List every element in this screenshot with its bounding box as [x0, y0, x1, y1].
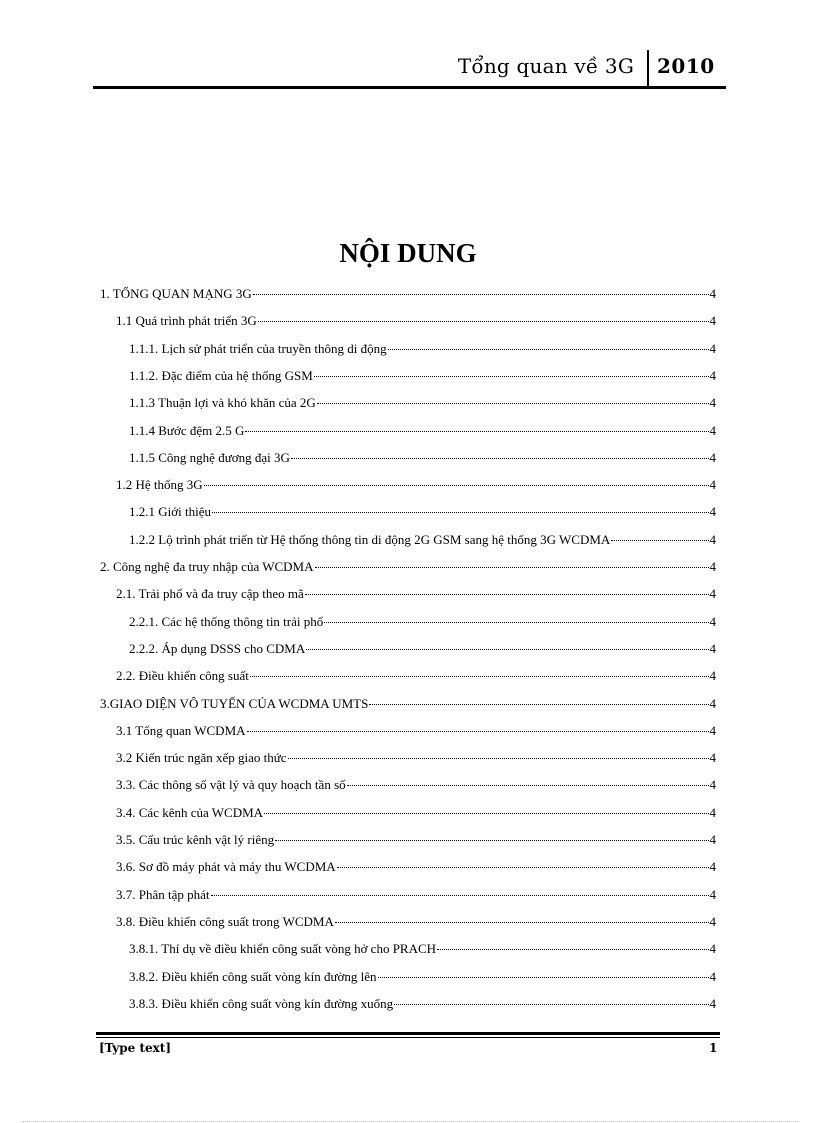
toc-dot-leader [253, 293, 709, 295]
toc-entry[interactable] [116, 914, 716, 934]
toc-entry[interactable] [116, 723, 716, 743]
toc-entry-page: 4 [709, 613, 716, 629]
toc-dot-leader [437, 948, 708, 950]
toc-entry[interactable] [129, 969, 716, 989]
toc-dot-leader [369, 703, 708, 705]
toc-entry-label: 1.2.2 Lộ trình phát triển từ Hệ thống thông tin di động 2G GSM sang hệ thống 3G WCDMA [129, 531, 611, 547]
toc-entry-label: 1.1.1. Lịch sử phát triển của truyền thông di động [129, 340, 387, 356]
toc-entry-page: 4 [709, 722, 716, 738]
toc-dot-leader [250, 675, 709, 677]
toc-dot-leader [288, 757, 709, 759]
toc-entry-label: 1.1.3 Thuận lợi và khó khăn của 2G [129, 395, 316, 411]
toc-entry-label: 1. TỔNG QUAN MẠNG 3G [100, 286, 252, 301]
toc-entry-label: 2. Công nghệ đa truy nhập của WCDMA [100, 559, 314, 574]
toc-entry-label: 2.2.1. Các hệ thống thông tin trải phổ [129, 613, 324, 629]
toc-dot-leader [291, 457, 709, 459]
toc-entry[interactable] [116, 805, 716, 825]
toc-entry-page: 4 [709, 395, 716, 411]
toc-entry-label: 3.7. Phân tập phát [116, 886, 210, 902]
toc-entry-label: 2.1. Trải phổ và đa truy cập theo mã [116, 586, 304, 602]
toc-entry-page: 4 [709, 750, 716, 766]
toc-entry[interactable] [116, 832, 716, 852]
toc-dot-leader [264, 812, 708, 814]
toc-entry-label: 1.2 Hệ thống 3G [116, 477, 203, 493]
toc-dot-leader [305, 593, 709, 595]
toc-dot-leader [245, 430, 708, 432]
toc-dot-leader [211, 894, 709, 896]
toc-entry[interactable] [129, 341, 716, 361]
toc-entry-label: 3.6. Sơ đồ máy phát và máy thu WCDMA [116, 859, 336, 875]
toc-entry-label: 1.1.2. Đặc điểm của hệ thống GSM [129, 367, 313, 383]
page-edge [22, 1121, 798, 1122]
toc-entry-label: 3.8.3. Điều khiển công suất vòng kín đường xuống [129, 995, 394, 1011]
toc-entry[interactable] [129, 614, 716, 634]
footer-rule-thin [96, 1037, 720, 1038]
toc-dot-leader [317, 402, 709, 404]
toc-entry[interactable] [129, 532, 716, 552]
toc-entry-page: 4 [709, 832, 716, 847]
toc-dot-leader [394, 1003, 708, 1005]
toc-entry[interactable] [129, 941, 716, 961]
page-header [93, 50, 724, 86]
toc-entry-label: 3.4. Các kênh của WCDMA [116, 804, 264, 820]
toc-entry-page: 4 [709, 422, 716, 438]
toc-entry[interactable] [100, 696, 716, 716]
toc-entry[interactable] [116, 313, 716, 333]
toc-entry[interactable] [116, 859, 716, 879]
header-rule [93, 86, 726, 89]
toc-entry-label: 2.2. Điều khiển công suất [116, 668, 249, 684]
toc-entry[interactable] [116, 750, 716, 770]
toc-entry[interactable] [116, 477, 716, 497]
toc-dot-leader [258, 320, 709, 322]
toc-dot-leader [306, 648, 708, 650]
toc-dot-leader [611, 539, 708, 541]
toc-entry-page: 4 [709, 777, 716, 793]
toc-entry[interactable] [100, 286, 716, 306]
toc-entry-label: 3.2 Kiến trúc ngăn xếp giao thức [116, 750, 287, 766]
toc-dot-leader [314, 375, 709, 377]
toc-dot-leader [335, 921, 709, 923]
toc-entry-page: 4 [709, 668, 716, 684]
toc-entry-label: 1.1.5 Công nghệ đương đại 3G [129, 449, 290, 465]
toc-entry-page: 4 [709, 913, 716, 929]
page-number: 1 [709, 1041, 718, 1055]
toc-entry-label: 3.8.2. Điều khiển công suất vòng kín đường lên [129, 968, 377, 984]
toc-entry[interactable] [116, 777, 716, 797]
toc-entry-label: 3.3. Các thông số vật lý và quy hoạch tần số [116, 777, 346, 793]
header-title: Tổng quan về 3G [457, 54, 634, 78]
toc-entry-label: 1.1 Quá trình phát triển 3G [116, 313, 257, 329]
toc-entry[interactable] [116, 887, 716, 907]
toc-entry[interactable] [129, 504, 716, 524]
toc-entry-page: 4 [709, 340, 716, 356]
toc-entry-page: 4 [709, 313, 716, 329]
toc-entry[interactable] [129, 423, 716, 443]
toc-entry-label: 3.8. Điều khiển công suất trong WCDMA [116, 913, 334, 929]
toc-entry-page: 4 [709, 477, 716, 493]
toc-entry-page: 4 [709, 449, 716, 465]
footer-text: [Type text] [99, 1041, 172, 1055]
toc-entry-page: 4 [709, 286, 716, 301]
toc-entry-page: 4 [709, 504, 716, 520]
toc-entry[interactable] [129, 641, 716, 661]
header-year: 2010 [657, 54, 715, 78]
toc-entry-label: 3.GIAO DIỆN VÔ TUYẾN CỦA WCDMA UMTS [100, 695, 369, 711]
toc-entry-label: 1.2.1 Giới thiệu [129, 504, 211, 520]
toc-entry-page: 4 [709, 640, 716, 656]
toc-dot-leader [388, 348, 709, 350]
toc-entry-page: 4 [709, 531, 716, 547]
toc-entry-page: 4 [709, 804, 716, 820]
toc-entry-label: 3.5. Cấu trúc kênh vật lý riêng [116, 832, 275, 847]
header-separator [647, 50, 649, 88]
toc-dot-leader [378, 976, 709, 978]
toc-dot-leader [247, 730, 709, 732]
toc-entry[interactable] [129, 996, 716, 1016]
toc-entry[interactable] [129, 368, 716, 388]
toc-dot-leader [204, 484, 709, 486]
toc-entry-page: 4 [709, 859, 716, 875]
toc-entry-label: 3.8.1. Thí dụ về điều khiển công suất vòng hở cho PRACH [129, 941, 437, 957]
toc-entry-page: 4 [709, 695, 716, 711]
footer-rule [96, 1032, 720, 1035]
toc-dot-leader [212, 511, 709, 513]
toc-entry-label: 2.2.2. Áp dụng DSSS cho CDMA [129, 640, 306, 656]
toc-entry-page: 4 [709, 941, 716, 957]
toc-entry-page: 4 [709, 367, 716, 383]
toc-entry[interactable] [116, 668, 716, 688]
toc-entry-label: 3.1 Tổng quan WCDMA [116, 722, 246, 738]
toc-entry-page: 4 [709, 968, 716, 984]
toc-entry-page: 4 [709, 586, 716, 602]
toc-entry-label: 1.1.4 Bước đệm 2.5 G [129, 422, 245, 438]
toc-dot-leader [337, 866, 709, 868]
toc-entry[interactable] [100, 559, 716, 579]
document-title: NỘI DUNG [339, 238, 477, 268]
toc-entry[interactable] [129, 395, 716, 415]
toc-entry-page: 4 [709, 995, 716, 1011]
toc-entry[interactable] [116, 586, 716, 606]
toc-dot-leader [347, 784, 709, 786]
toc-dot-leader [315, 566, 709, 568]
toc-entry[interactable] [129, 450, 716, 470]
toc-entry-page: 4 [709, 559, 716, 574]
toc-entry-page: 4 [709, 886, 716, 902]
toc-dot-leader [275, 839, 708, 841]
toc-dot-leader [324, 621, 708, 623]
